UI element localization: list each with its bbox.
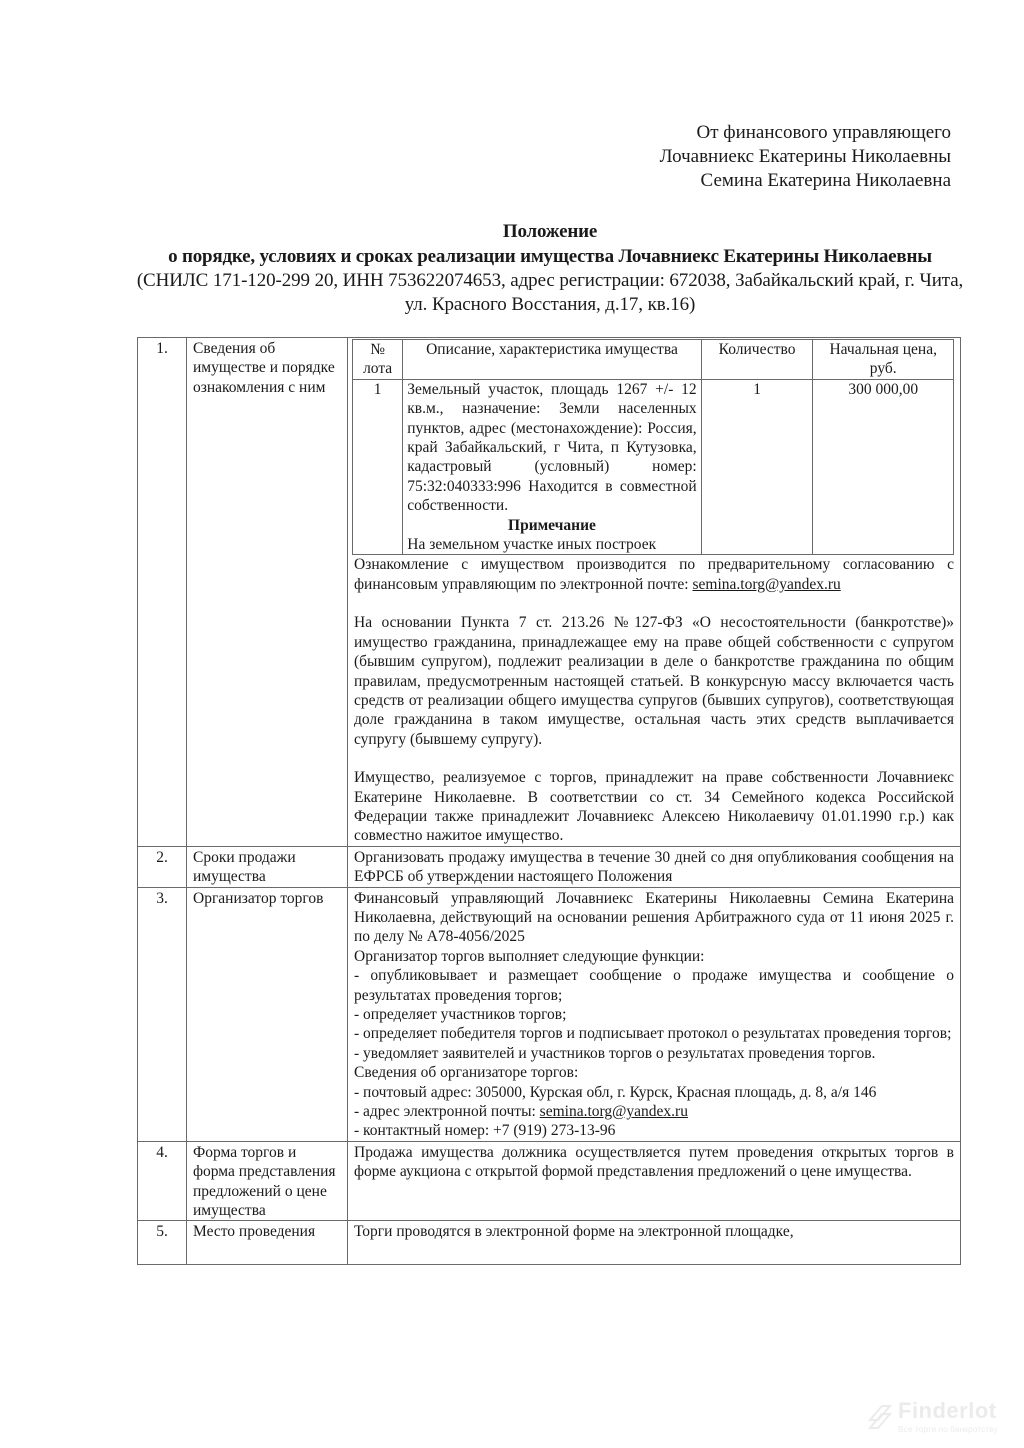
table-row — [138, 1141, 961, 1221]
lots-header-row — [353, 340, 954, 380]
inspection-paragraph — [354, 555, 954, 594]
table-row — [138, 846, 961, 887]
section-label: Организатор торгов — [187, 887, 348, 1141]
addressee-line-1: От финансового управляющего — [696, 122, 951, 143]
functions-title: Организатор торгов выполняет следующие функции: — [354, 947, 705, 965]
lot-description-cell — [403, 379, 701, 555]
organizer-email-label: - адрес электронной почты: — [354, 1103, 540, 1121]
lots-table — [352, 339, 954, 555]
section-label: Сроки продажи имущества — [187, 846, 348, 887]
lots-header-quantity: Количество — [701, 340, 813, 380]
inspection-text: Ознакомление с имуществом производится по предварительному согласованию с финансовым управляющим по электронной почте: — [354, 556, 954, 593]
section-number: 1. — [138, 338, 187, 847]
addressee-line-2: Лочавниекс Екатерины Николаевны — [659, 146, 951, 167]
watermark-tagline: Все торги по банкротству — [898, 1424, 998, 1434]
section-label: Форма торгов и форма представления предложений о цене имущества — [187, 1141, 348, 1221]
section-number: 5. — [138, 1221, 187, 1265]
lot-number: 1 — [353, 379, 403, 555]
table-row — [138, 887, 961, 1141]
watermark-name: Finderlot — [898, 1398, 997, 1423]
section-number: 2. — [138, 846, 187, 887]
organizer-intro: Финансовый управляющий Лочавниекс Екатерины Николаевны Семина Екатерина Николаевна, действующий на основании решения Арбитражного суда от 11 июня 2025 г. по делу № А78-4056/2025 — [354, 889, 954, 946]
email-link[interactable]: semina.torg@yandex.ru — [692, 575, 841, 593]
title-details: (СНИЛС 171-120-299 20, ИНН 753622074653, адрес регистрации: 672038, Забайкальский край, г. Чита, ул. Красного Восстания, д.17, кв.16) — [136, 270, 964, 315]
section-content: Торги проводятся в электронной форме на электронной площадке, — [348, 1221, 961, 1265]
regulation-table — [137, 337, 961, 1265]
lots-header-lot: № лота — [353, 340, 403, 380]
organizer-postal-address: - почтовый адрес: 305000, Курская обл, г. Курск, Красная площадь, д. 8, а/я 146 — [354, 1083, 877, 1101]
lot-price: 300 000,00 — [813, 379, 954, 555]
function-item: - уведомляет заявителей и участников торгов о результатах проведения торгов. — [354, 1044, 876, 1062]
lots-row — [353, 379, 954, 555]
ownership-paragraph: Имущество, реализуемое с торгов, принадлежит на праве собственности Лочавниекс Екатерине Николаевне. В соответствии со ст. 34 Семейного кодекса Российской Федерации также принадлежит Лочавниекс Алексею Николаевичу 01.01.1990 г.р.) как совместно нажитое имущество. — [354, 769, 954, 845]
organizer-email-link[interactable]: semina.torg@yandex.ru — [539, 1103, 688, 1121]
finderlot-logo-icon — [866, 1402, 894, 1432]
title-heading: Положение — [502, 221, 598, 242]
lot-note: На земельном участке иных построек — [407, 536, 657, 554]
section-number: 3. — [138, 887, 187, 1141]
lot-description: Земельный участок, площадь 1267 +/- 12 кв.м., назначение: Земли населенных пунктов, адрес (местонахождение): Россия, край Забайкальский, г Чита, п Кутузовка, кадастровый (условный) номер: 75:32:040333:996 Находится в совместной собственности. — [407, 380, 697, 515]
lots-header-price: Начальная цена, руб. — [813, 340, 954, 380]
lots-header-description: Описание, характеристика имущества — [403, 340, 701, 380]
function-item: - определяет победителя торгов и подписывает протокол о результатах проведения торгов; — [354, 1025, 952, 1043]
table-row — [138, 1221, 961, 1265]
section-number: 4. — [138, 1141, 187, 1221]
lot-quantity: 1 — [701, 379, 813, 555]
table-row — [138, 338, 961, 847]
section-content: Продажа имущества должника осуществляется путем проведения открытых торгов в форме аукциона с открытой формой представления предложений о цене имущества. — [348, 1141, 961, 1221]
function-item: - опубликовывает и размещает сообщение о продаже имущества и сообщение о результатах проведения торгов; — [354, 967, 954, 1004]
section-label: Сведения об имуществе и порядке ознакомления с ним — [187, 338, 348, 847]
document-title — [130, 219, 970, 317]
lot-note-title: Примечание — [508, 516, 596, 534]
addressee-block — [660, 121, 951, 193]
section-content: Организовать продажу имущества в течение 30 дней со дня опубликования сообщения на ЕФРСБ об утверждении настоящего Положения — [348, 846, 961, 887]
function-item: - определяет участников торгов; — [354, 1006, 567, 1023]
section-label: Место проведения — [187, 1221, 348, 1265]
organizer-email-line — [354, 1102, 954, 1121]
section-content — [348, 338, 961, 847]
legal-basis-paragraph: На основании Пункта 7 ст. 213.26 №127-ФЗ «О несостоятельности (банкротстве)» имущество гражданина, принадлежащее ему на праве общей собственности с супругом (бывшим супругом), подлежит реализации в деле о банкротстве гражданина по общим правилам, предусмотренным настоящей статьей. В конкурсную массу включается часть средств от реализации общего имущества супругов (бывших супругов), соответствующая доле гражданина в таком имуществе, остальная часть этих средств выплачивается супругу (бывшему супругу). — [354, 614, 954, 748]
watermark — [866, 1398, 1016, 1440]
section-content — [348, 887, 961, 1141]
organizer-phone: - контактный номер: +7 (919) 273-13-96 — [354, 1122, 616, 1140]
addressee-line-3: Семина Екатерина Николаевна — [700, 170, 951, 191]
organizer-info-title: Сведения об организаторе торгов: — [354, 1064, 579, 1082]
title-subheading: о порядке, условиях и сроках реализации имущества Лочавниекс Екатерины Николаевны — [168, 246, 932, 267]
